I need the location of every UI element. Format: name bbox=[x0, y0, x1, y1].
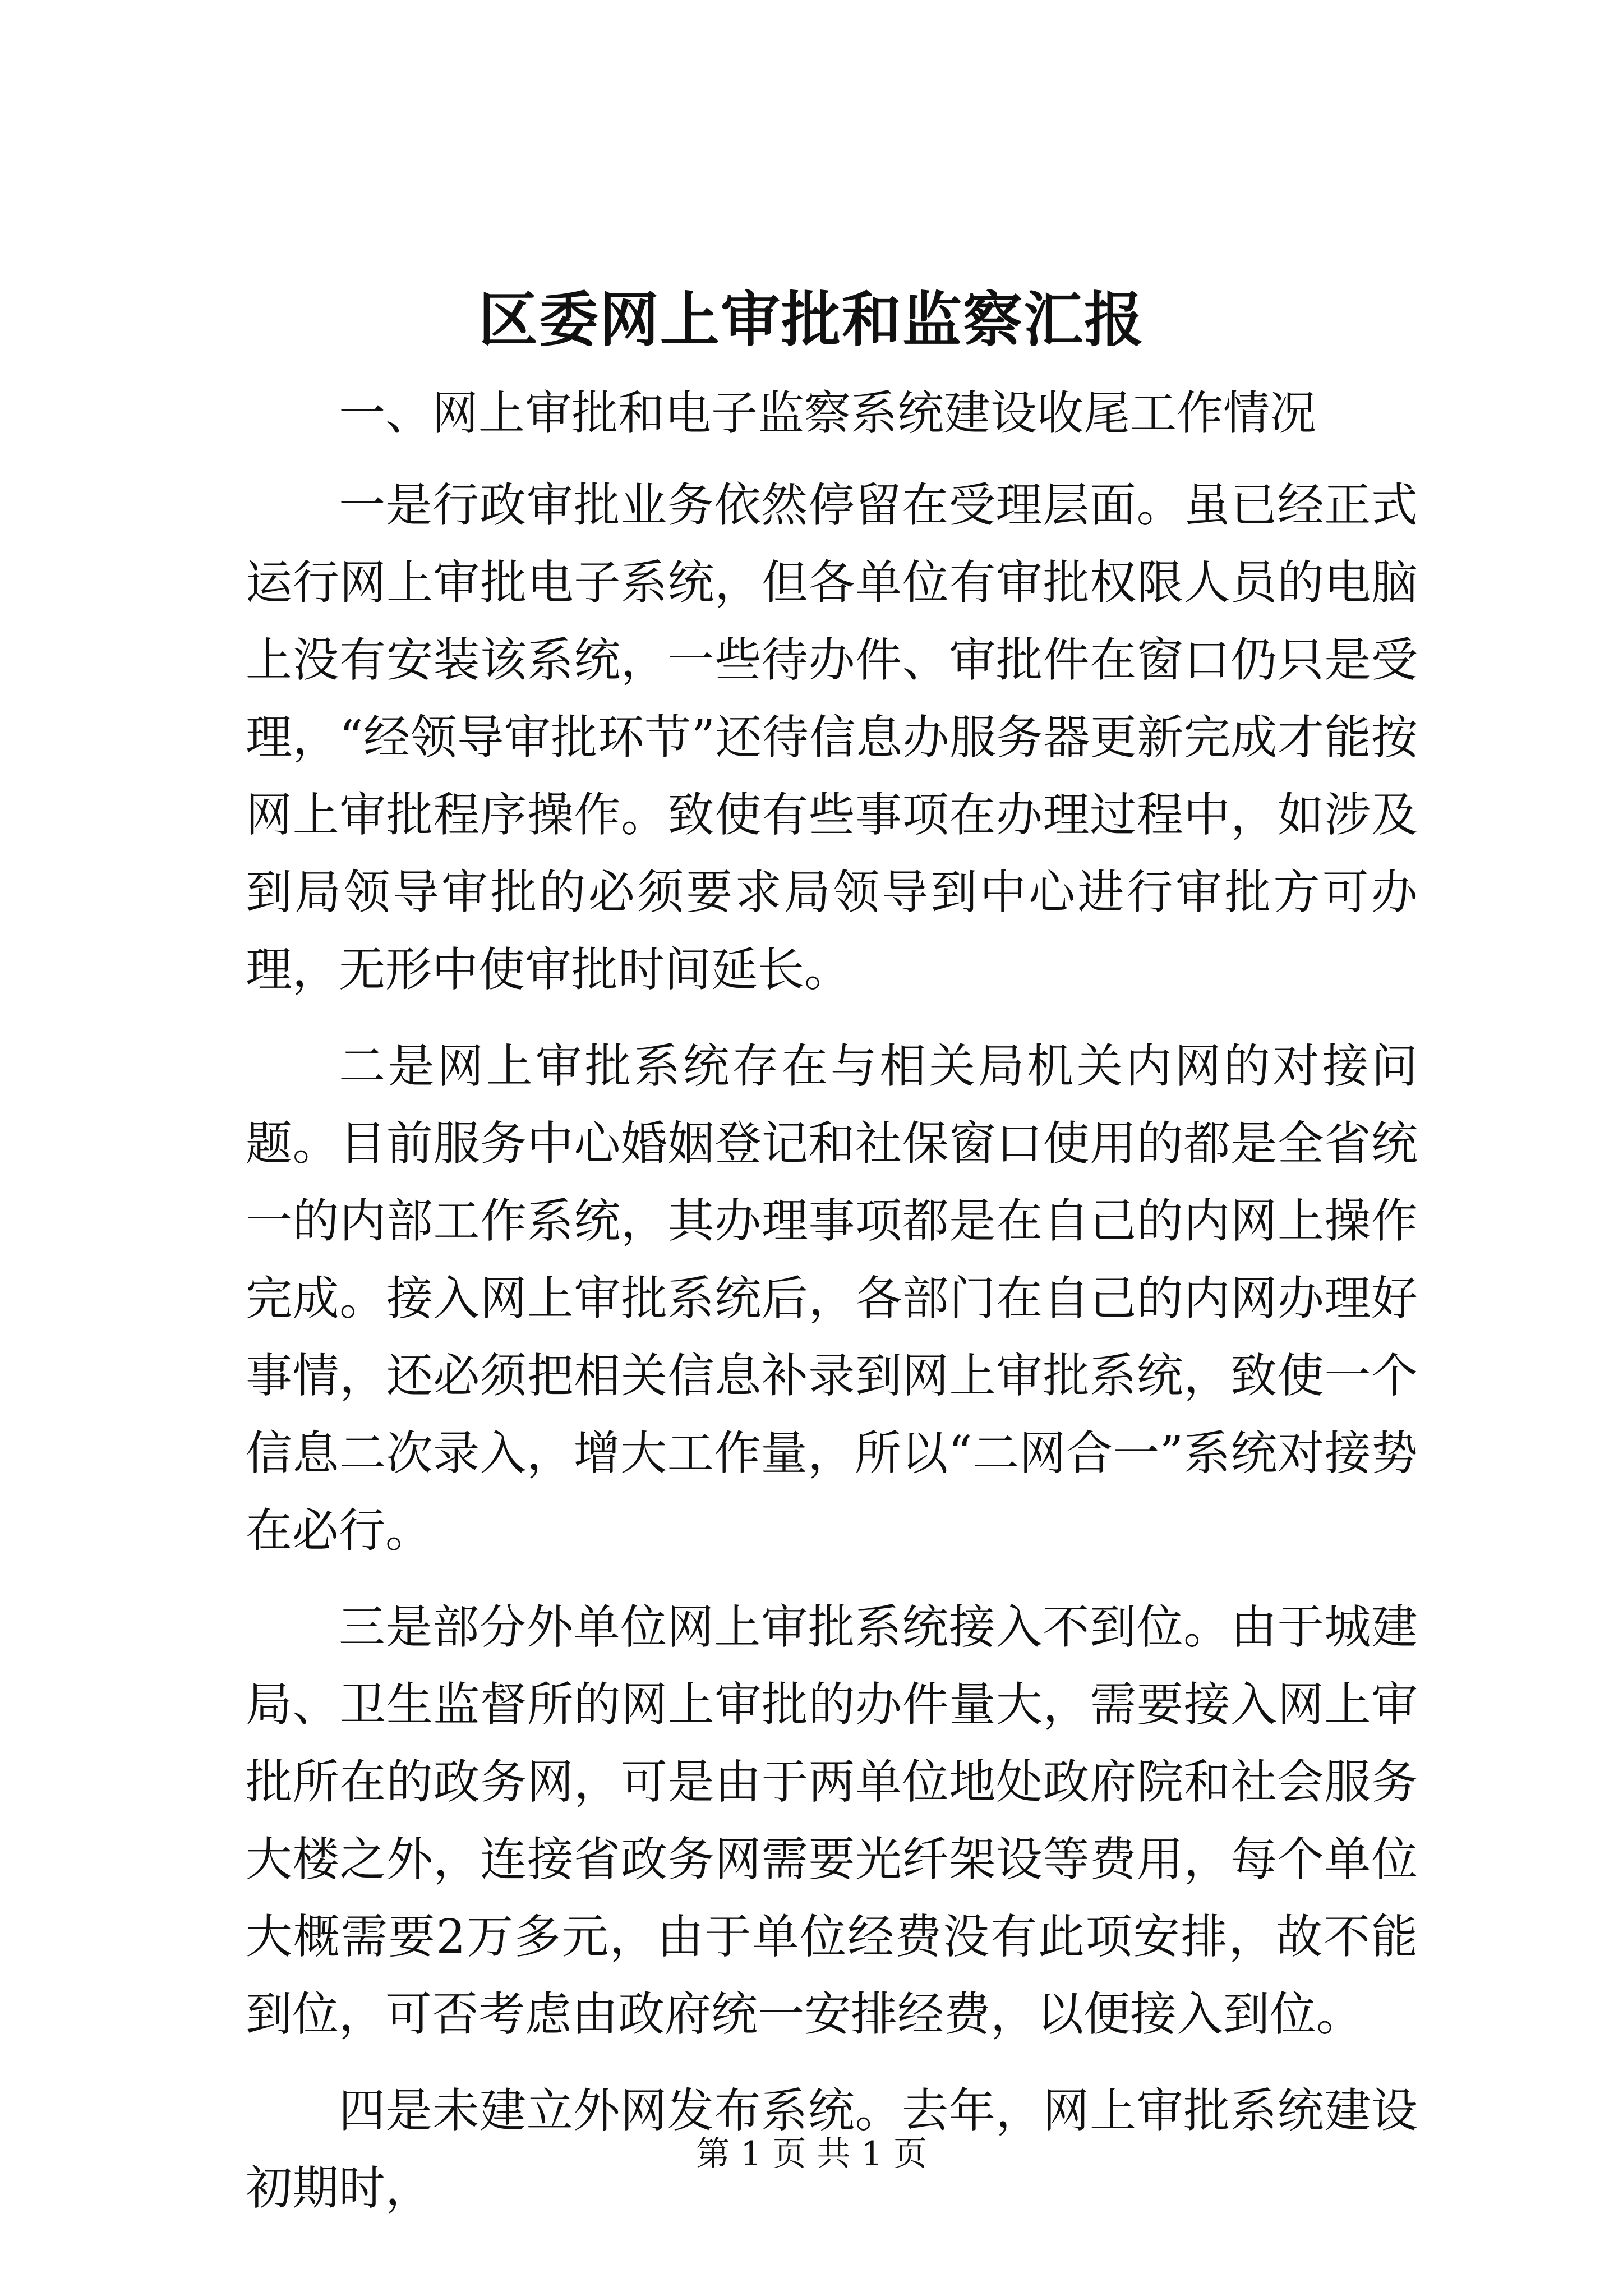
paragraph-2: 二是网上审批系统存在与相关局机关内网的对接问题。目前服务中心婚姻登记和社保窗口使用的都是全省统一的内部工作系统，其办理事项都是在自己的内网上操作完成。接入网上审批系统后，各部门在自己的内网办理好事情，还必须把相关信息补录到网上审批系统，致使一个信息二次录入，增大工作量，所以“二网合一”系统对接势在必行。 bbox=[246, 1039, 1418, 1558]
section-heading: 一、网上审批和电子监察系统建设收尾工作情况 bbox=[339, 386, 1316, 440]
page-footer: 第 1 页 共 1 页 bbox=[696, 2134, 927, 2174]
paragraph-3: 三是部分外单位网上审批系统接入不到位。由于城建局、卫生监督所的网上审批的办件量大，需要接入网上审批所在的政务网，可是由于两单位地处政府院和社会服务大楼之外，连接省政务网需要光纤架设等费用，每个单位大概需要2万多元，由于单位经费没有此项安排，故不能到位，可否考虑由政府统一安排经费，以便接入到位。 bbox=[246, 1600, 1418, 2041]
paragraph-1: 一是行政审批业务依然停留在受理层面。虽已经正式运行网上审批电子系统，但各单位有审批权限人员的电脑上没有安装该系统，一些待办件、审批件在窗口仍只是受理，“经领导审批环节”还待信息办服务器更新完成才能按网上审批程序操作。致使有些事项在办理过程中，如涉及到局领导审批的必须要求局领导到中心进行审批方可办理，无形中使审批时间延长。 bbox=[246, 478, 1418, 997]
paragraph-4: 四是未建立外网发布系统。去年，网上审批系统建设初期时， bbox=[246, 2083, 1418, 2215]
document-title: 区委网上审批和监察汇报 bbox=[478, 284, 1145, 355]
document-body bbox=[246, 375, 1418, 2246]
